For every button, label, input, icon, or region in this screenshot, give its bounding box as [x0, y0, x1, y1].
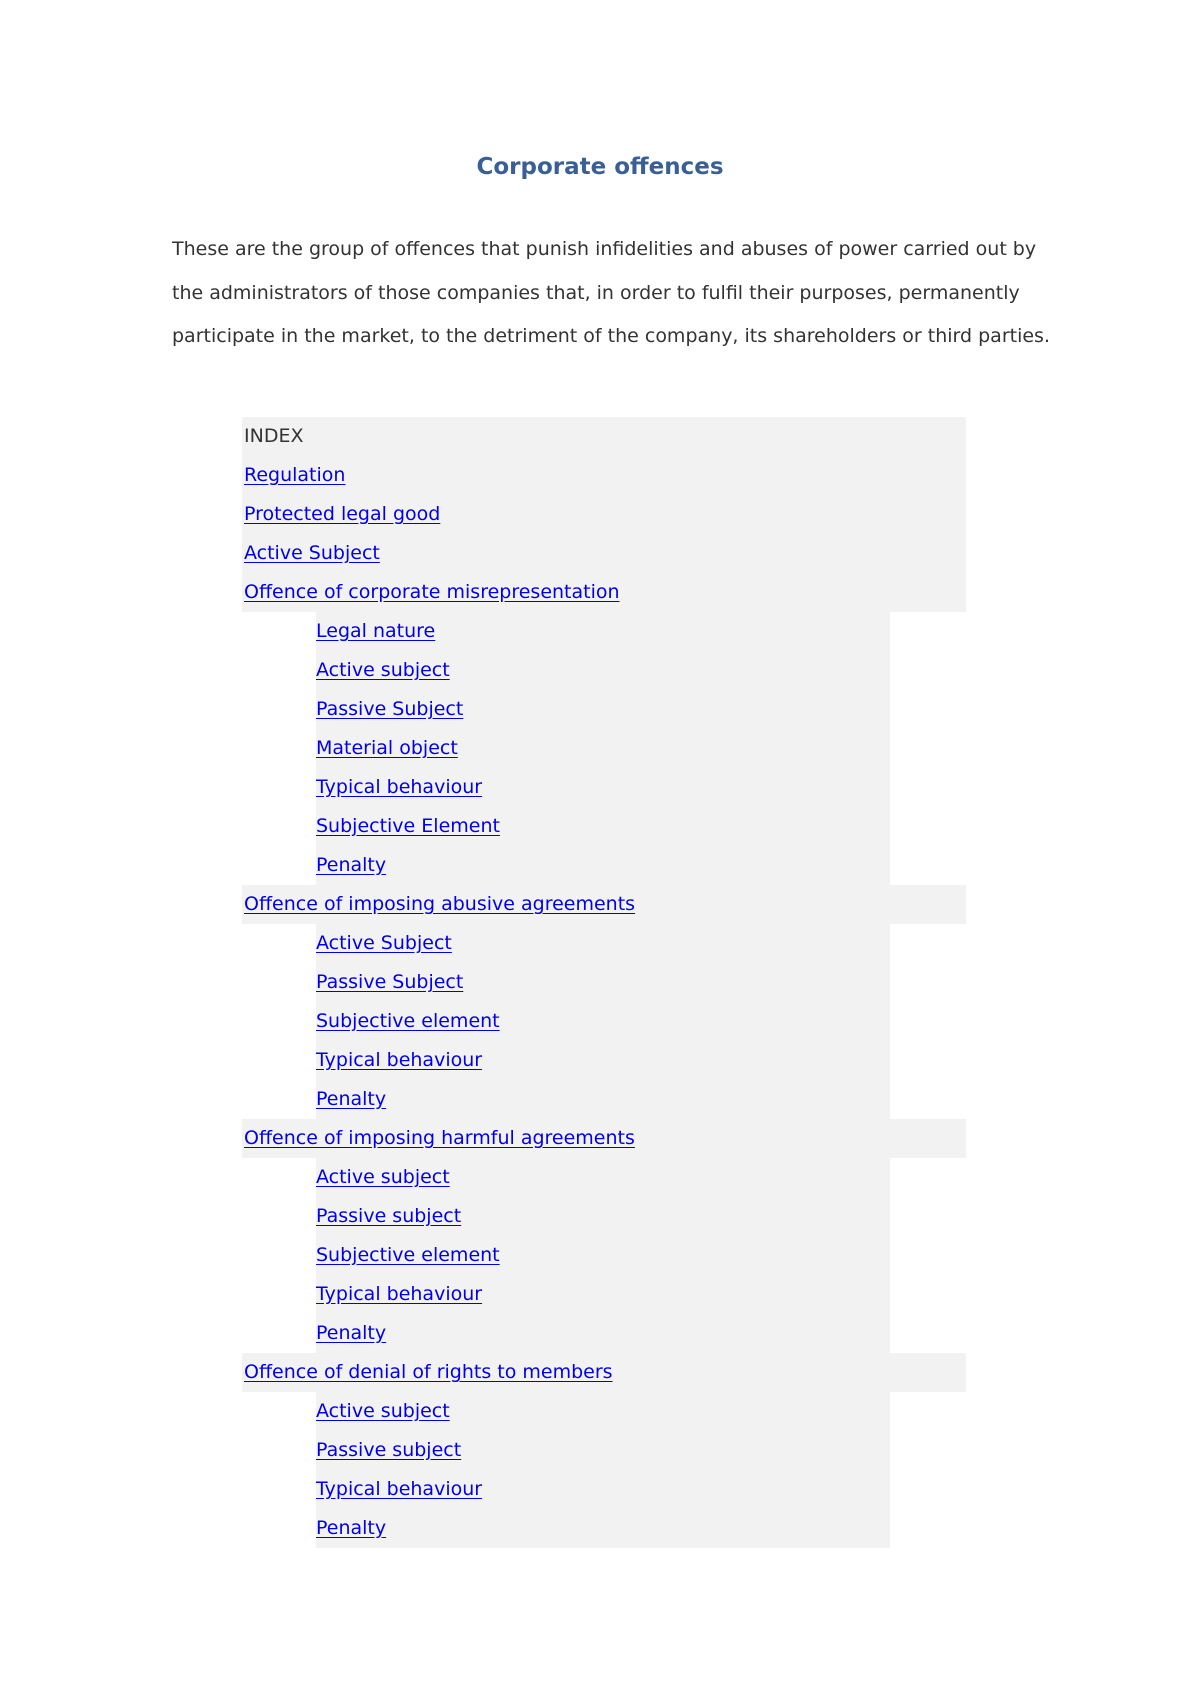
index-section-row [242, 573, 966, 612]
index-subitem-row [316, 1275, 890, 1314]
index-section-link[interactable]: Protected legal good [244, 503, 441, 525]
index-subitem-link[interactable]: Penalty [316, 1517, 387, 1539]
index-subitem-row [316, 1314, 890, 1353]
index-subitem-link[interactable]: Penalty [316, 1088, 387, 1110]
index-subitem-row [316, 690, 890, 729]
index-section-link[interactable]: Offence of corporate misrepresentation [244, 581, 620, 603]
index-subitem-link[interactable]: Passive subject [316, 1205, 462, 1227]
index-subitem-link[interactable]: Typical behaviour [316, 776, 483, 798]
index-subitem-link[interactable]: Subjective element [316, 1244, 500, 1266]
index-section-row [242, 1353, 966, 1392]
index-section-row [242, 534, 966, 573]
index-subitem-row [316, 807, 890, 846]
index-subitem-row [316, 729, 890, 768]
index-subitem-row [316, 1002, 890, 1041]
index-section-row [242, 495, 966, 534]
index-subitem-link[interactable]: Passive subject [316, 1439, 462, 1461]
index-subitem-row [316, 651, 890, 690]
index-subitem-link[interactable]: Legal nature [316, 620, 436, 642]
index-subitem-link[interactable]: Subjective element [316, 1010, 500, 1032]
index-section-link[interactable]: Offence of denial of rights to members [244, 1361, 613, 1383]
intro-paragraph: These are the group of offences that punish infidelities and abuses of power carried out by the administrators of those companies that, in order to fulfil their purposes, permanently participate in the market, to the detriment of the company, its shareholders or third parties. [172, 238, 1050, 347]
index-subitem-row [316, 1431, 890, 1470]
index-subitem-row [316, 1236, 890, 1275]
index-subitem-row [316, 1392, 890, 1431]
index-subitem-link[interactable]: Typical behaviour [316, 1478, 483, 1500]
index-subitem-link[interactable]: Active subject [316, 1166, 450, 1188]
index-subitem-row [316, 924, 890, 963]
index-heading: INDEX [242, 417, 966, 456]
index-subitem-link[interactable]: Typical behaviour [316, 1049, 483, 1071]
index-subitem-row [316, 612, 890, 651]
index-section-link[interactable]: Offence of imposing abusive agreements [244, 893, 636, 915]
index-subitem-link[interactable]: Passive Subject [316, 971, 464, 993]
index-section-row [242, 456, 966, 495]
index-subitem-row [316, 846, 890, 885]
index-subitem-row [316, 768, 890, 807]
index-subitem-row [316, 1041, 890, 1080]
index-box [242, 417, 966, 1548]
index-subitem-link[interactable]: Subjective Element [316, 815, 500, 837]
index-subitem-link[interactable]: Active Subject [316, 932, 452, 954]
index-subitem-row [316, 1080, 890, 1119]
index-subitem-row [316, 1197, 890, 1236]
index-subitem-row [316, 1509, 890, 1548]
index-subitem-row [316, 1470, 890, 1509]
index-subitem-row [316, 963, 890, 1002]
document-title: Corporate offences [476, 154, 724, 180]
index-subitem-link[interactable]: Active subject [316, 1400, 450, 1422]
index-section-row [242, 885, 966, 924]
index-section-link[interactable]: Regulation [244, 464, 346, 486]
index-subitem-link[interactable]: Active subject [316, 659, 450, 681]
index-subitem-link[interactable]: Material object [316, 737, 458, 759]
index-subitem-link[interactable]: Penalty [316, 1322, 387, 1344]
index-subitem-link[interactable]: Penalty [316, 854, 387, 876]
index-subitem-link[interactable]: Passive Subject [316, 698, 464, 720]
index-section-row [242, 1119, 966, 1158]
index-subitem-row [316, 1158, 890, 1197]
index-section-link[interactable]: Offence of imposing harmful agreements [244, 1127, 635, 1149]
index-subitem-link[interactable]: Typical behaviour [316, 1283, 483, 1305]
index-section-link[interactable]: Active Subject [244, 542, 380, 564]
